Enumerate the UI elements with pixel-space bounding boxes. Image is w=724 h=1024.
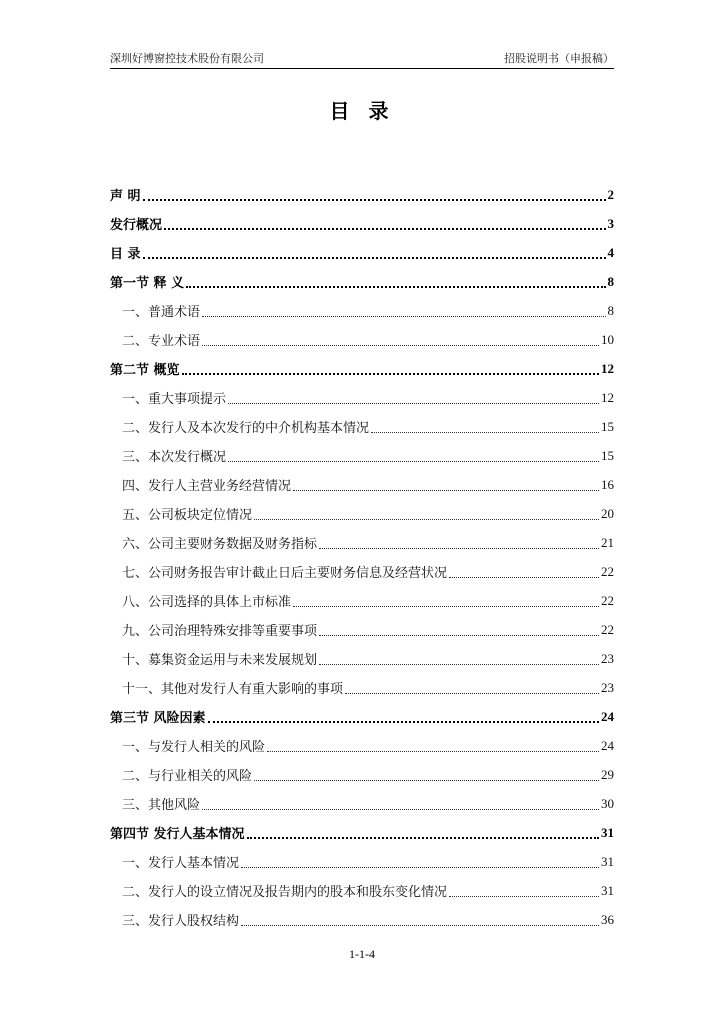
toc-chapter-entry[interactable] [110, 702, 614, 731]
toc-entry-title: 声 明 [110, 189, 141, 204]
toc-page-number: 15 [601, 418, 614, 434]
toc-page-number: 23 [601, 650, 614, 666]
toc-page-number: 20 [601, 505, 614, 521]
toc-section-entry[interactable] [110, 905, 614, 934]
toc-page-number: 12 [601, 389, 614, 405]
toc-section-entry[interactable] [110, 325, 614, 354]
toc-page-number: 24 [601, 708, 614, 724]
toc-section-entry[interactable] [110, 499, 614, 528]
toc-dot-leader [182, 360, 599, 375]
toc-dot-leader [202, 303, 605, 317]
toc-dot-leader [449, 564, 599, 578]
toc-dot-leader [319, 535, 599, 549]
toc-entry-title: 二、专业术语 [122, 334, 201, 349]
toc-dot-leader [319, 622, 599, 636]
toc-entry-title: 发行概况 [110, 218, 163, 233]
toc-page-number: 10 [601, 331, 614, 347]
toc-chapter-entry[interactable] [110, 818, 614, 847]
toc-entry-title: 四、发行人主营业务经营情况 [122, 479, 292, 494]
toc-entry-title: 十、募集资金运用与未来发展规划 [122, 653, 318, 668]
toc-entry-title: 五、公司板块定位情况 [122, 508, 253, 523]
toc-page-number: 31 [601, 853, 614, 869]
toc-section-entry[interactable] [110, 586, 614, 615]
toc-section-entry[interactable] [110, 296, 614, 325]
page-title: 目 录 [329, 99, 395, 123]
toc-section-entry[interactable] [110, 557, 614, 586]
toc-chapter-entry[interactable] [110, 180, 614, 209]
toc-dot-leader [143, 186, 606, 201]
toc-page-number: 22 [601, 563, 614, 579]
toc-page-number: 21 [601, 534, 614, 550]
toc-dot-leader [293, 593, 599, 607]
toc-page-number: 16 [601, 476, 614, 492]
toc-entry-title: 二、与行业相关的风险 [122, 769, 253, 784]
toc-dot-leader [208, 708, 599, 723]
toc-section-entry[interactable] [110, 383, 614, 412]
toc-entry-title: 三、本次发行概况 [122, 450, 227, 465]
toc-chapter-entry[interactable] [110, 354, 614, 383]
toc-dot-leader [254, 767, 599, 781]
toc-entry-title: 第四节 发行人基本情况 [110, 827, 245, 842]
toc-dot-leader [186, 273, 605, 288]
toc-section-entry[interactable] [110, 441, 614, 470]
toc-entry-title: 目 录 [110, 247, 141, 262]
toc-section-entry[interactable] [110, 789, 614, 818]
toc-chapter-entry[interactable] [110, 209, 614, 238]
toc-page-number: 31 [601, 824, 614, 840]
toc-section-entry[interactable] [110, 760, 614, 789]
toc-dot-leader [319, 651, 599, 665]
toc-dot-leader [293, 477, 599, 491]
toc-entry-title: 第二节 概览 [110, 363, 180, 378]
toc-entry-title: 六、公司主要财务数据及财务指标 [122, 537, 318, 552]
toc-entry-title: 二、发行人及本次发行的中介机构基本情况 [122, 421, 370, 436]
toc-dot-leader [228, 448, 599, 462]
toc-page-number: 22 [601, 621, 614, 637]
toc-page-number: 31 [601, 882, 614, 898]
toc-page-number: 15 [601, 447, 614, 463]
toc-dot-leader [143, 244, 606, 259]
header-company-name: 深圳好博窗控技术股份有限公司 [110, 52, 264, 65]
toc-dot-leader [247, 824, 599, 839]
toc-page-number: 23 [601, 679, 614, 695]
toc-entry-title: 一、发行人基本情况 [122, 856, 240, 871]
toc-section-entry[interactable] [110, 470, 614, 499]
toc-dot-leader [254, 506, 599, 520]
header-document-type: 招股说明书（申报稿） [504, 52, 614, 65]
toc-entry-title: 九、公司治理特殊安排等重要事项 [122, 624, 318, 639]
toc-page-number: 22 [601, 592, 614, 608]
toc-page-number: 8 [607, 302, 614, 318]
toc-page-number: 36 [601, 911, 614, 927]
toc-dot-leader [241, 854, 599, 868]
toc-dot-leader [267, 738, 599, 752]
toc-section-entry[interactable] [110, 644, 614, 673]
toc-page-number: 30 [601, 795, 614, 811]
toc-entry-title: 第一节 释 义 [110, 276, 185, 291]
table-of-contents [110, 180, 614, 934]
toc-dot-leader [164, 215, 605, 230]
toc-entry-title: 八、公司选择的具体上市标准 [122, 595, 292, 610]
toc-entry-title: 七、公司财务报告审计截止日后主要财务信息及经营状况 [122, 566, 448, 581]
toc-section-entry[interactable] [110, 528, 614, 557]
toc-page-number: 3 [607, 215, 614, 231]
toc-chapter-entry[interactable] [110, 238, 614, 267]
toc-section-entry[interactable] [110, 731, 614, 760]
toc-chapter-entry[interactable] [110, 267, 614, 296]
toc-section-entry[interactable] [110, 876, 614, 905]
toc-entry-title: 二、发行人的设立情况及报告期内的股本和股东变化情况 [122, 885, 448, 900]
toc-entry-title: 一、重大事项提示 [122, 392, 227, 407]
toc-entry-title: 三、发行人股权结构 [122, 914, 240, 929]
toc-dot-leader [228, 390, 599, 404]
toc-section-entry[interactable] [110, 615, 614, 644]
toc-dot-leader [241, 912, 599, 926]
toc-entry-title: 三、其他风险 [122, 798, 201, 813]
toc-page-number: 29 [601, 766, 614, 782]
page-header [110, 50, 614, 69]
toc-page-number: 24 [601, 737, 614, 753]
toc-section-entry[interactable] [110, 673, 614, 702]
toc-entry-title: 十一、其他对发行人有重大影响的事项 [122, 682, 344, 697]
toc-dot-leader [371, 419, 599, 433]
toc-page-number: 4 [607, 244, 614, 260]
toc-dot-leader [202, 796, 599, 810]
toc-entry-title: 一、普通术语 [122, 305, 201, 320]
toc-section-entry[interactable] [110, 412, 614, 441]
toc-dot-leader [345, 680, 599, 694]
toc-page-number: 2 [607, 186, 614, 202]
toc-page-number: 12 [601, 360, 614, 376]
toc-section-entry[interactable] [110, 847, 614, 876]
toc-entry-title: 一、与发行人相关的风险 [122, 740, 266, 755]
toc-dot-leader [449, 883, 599, 897]
toc-dot-leader [202, 332, 599, 346]
toc-page-number: 8 [607, 273, 614, 289]
page-number: 1-1-4 [349, 947, 375, 961]
toc-entry-title: 第三节 风险因素 [110, 711, 206, 726]
